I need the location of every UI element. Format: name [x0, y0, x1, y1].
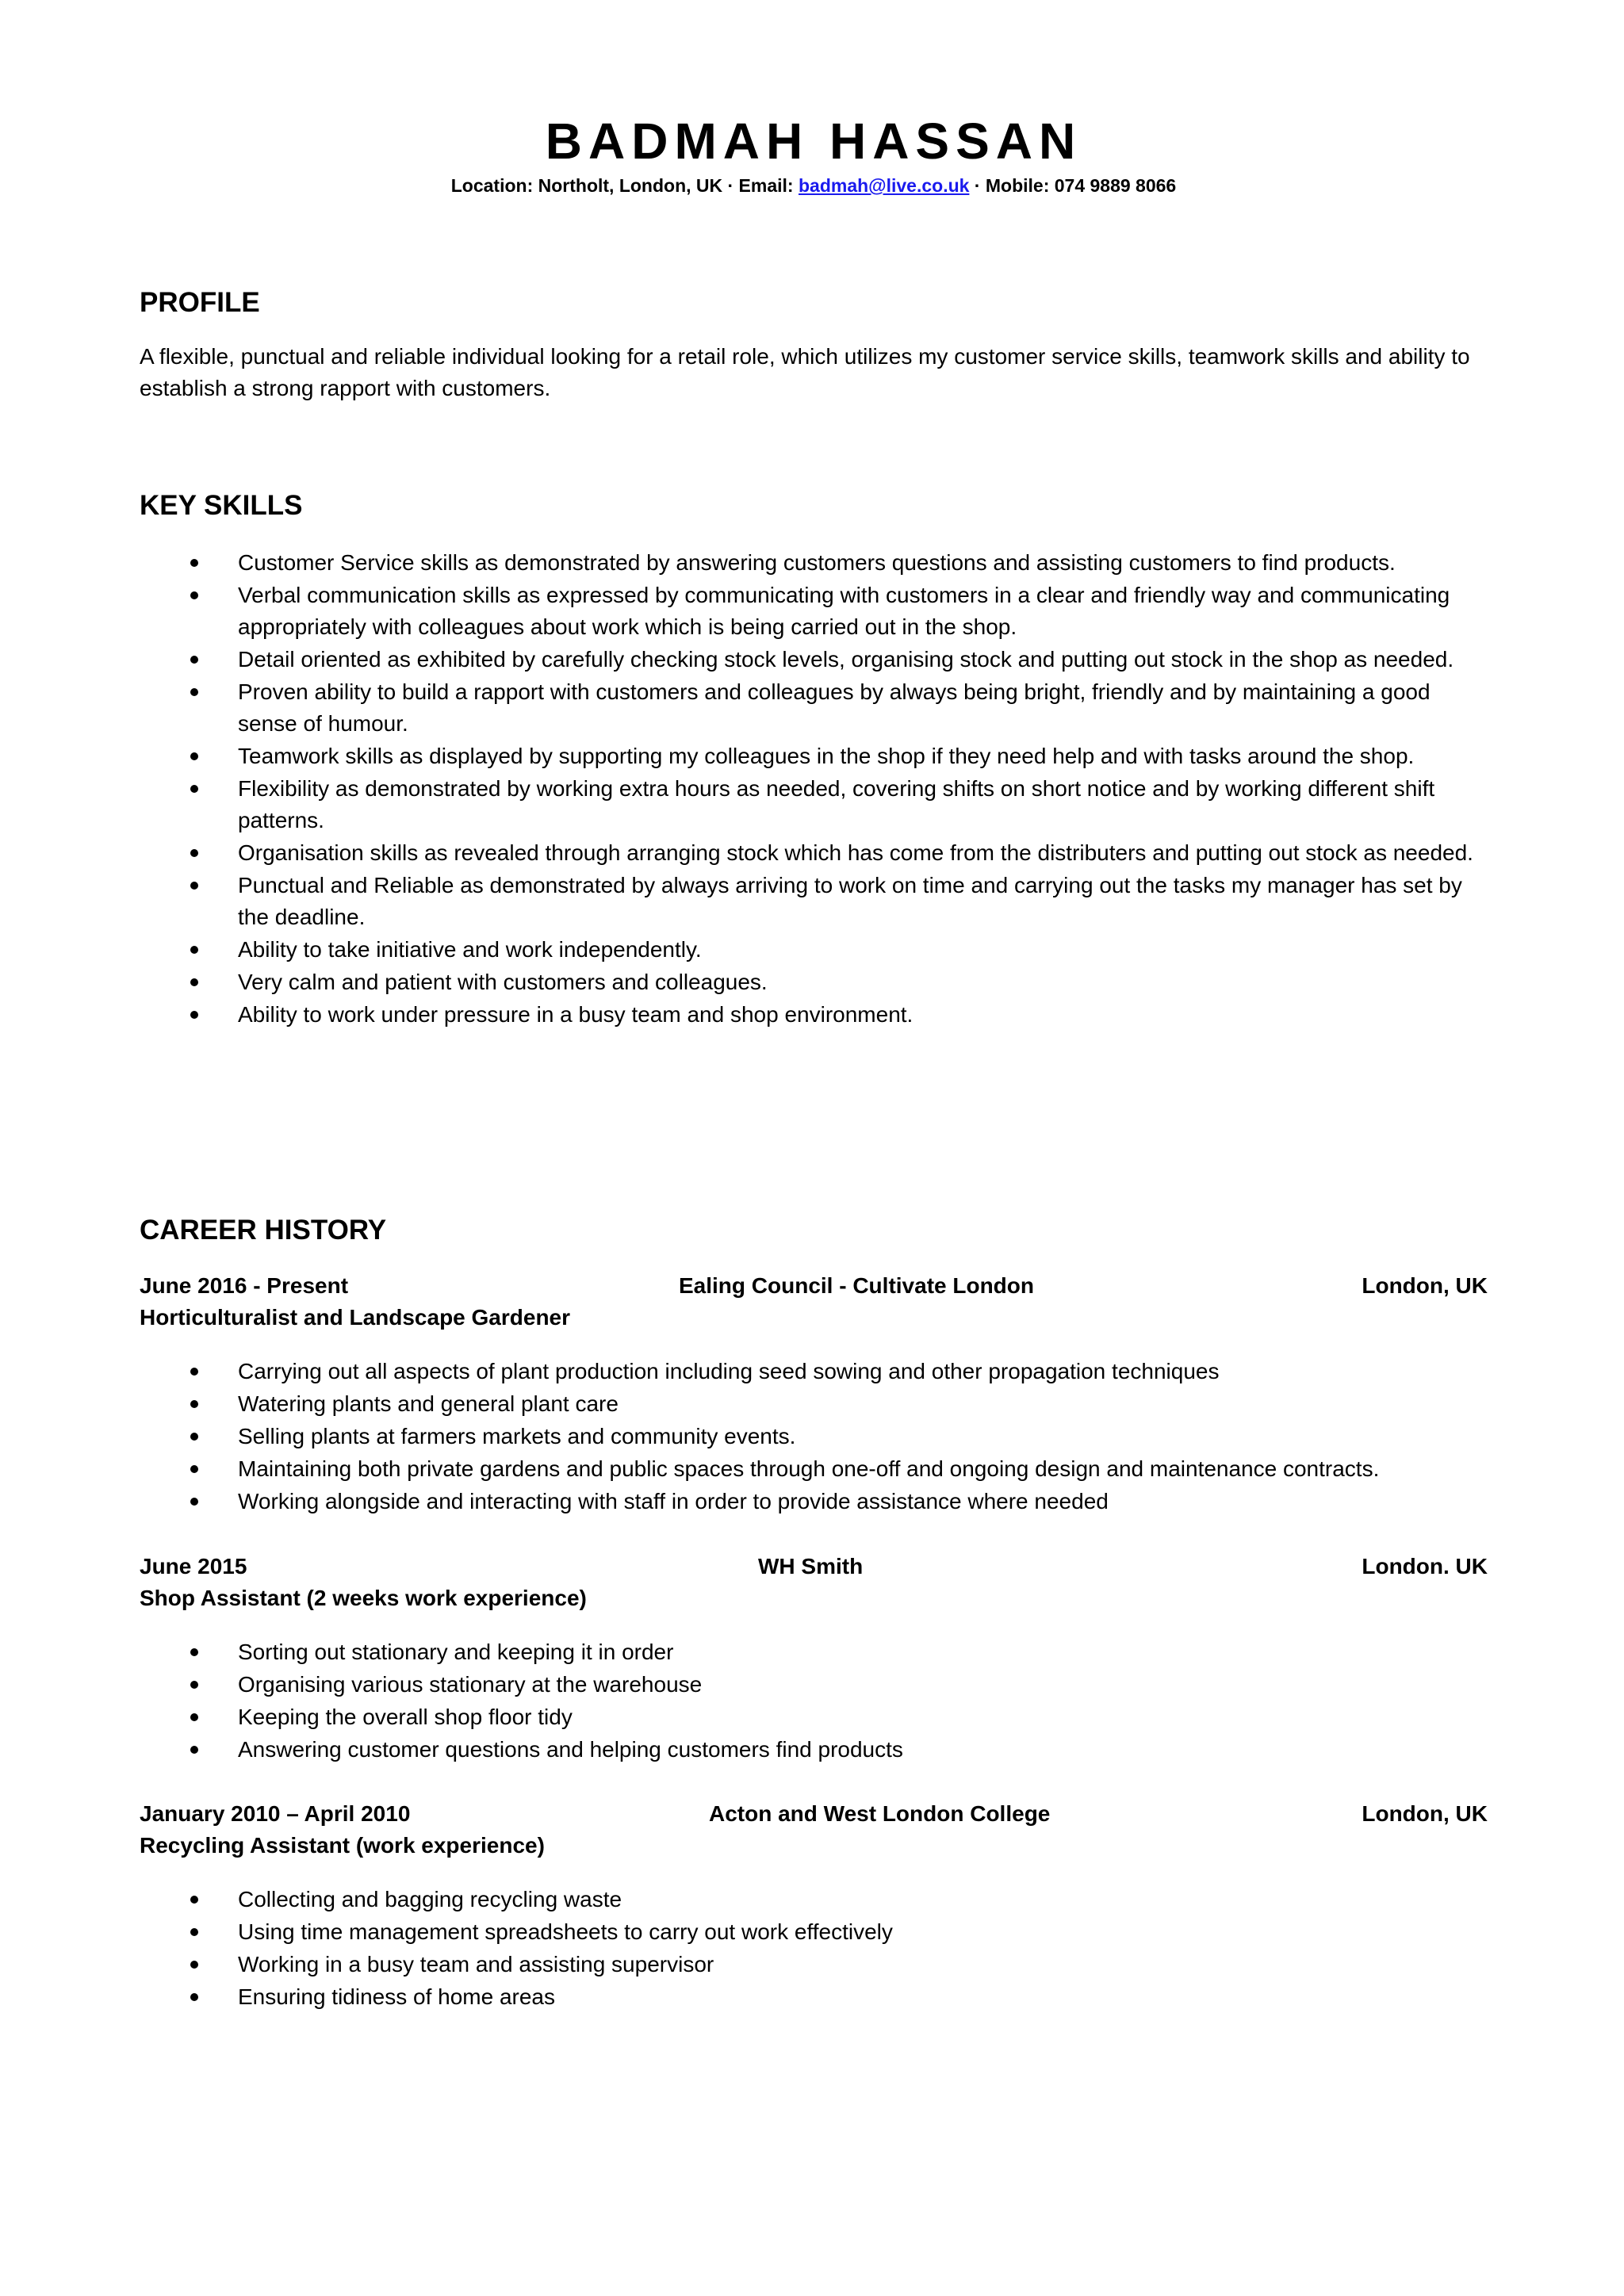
list-item [140, 934, 1488, 966]
bullet-icon [190, 1746, 198, 1754]
skill-text: Verbal communication skills as expressed by communicating with customers in a clear and friendly way and communicating appropriately with colleagues about work which is being carried out in the shop. [238, 583, 1450, 639]
bullet-icon [190, 1011, 198, 1019]
duty-text: Collecting and bagging recycling waste [238, 1887, 622, 1911]
list-item [140, 1636, 1488, 1668]
job-role: Recycling Assistant (work experience) [140, 1833, 545, 1858]
skill-text: Organisation skills as revealed through arranging stock which has come from the distributers and putting out stock as needed. [238, 840, 1473, 865]
contact-line [140, 173, 1488, 198]
skill-text: Ability to take initiative and work independently. [238, 937, 702, 962]
list-item [140, 1421, 1488, 1452]
skill-text: Flexibility as demonstrated by working extra hours as needed, covering shifts on short notice and by working different shift patterns. [238, 776, 1435, 832]
job-employer: Ealing Council - Cultivate London [679, 1273, 1034, 1298]
job-duties-list [140, 1884, 1488, 2014]
list-item [140, 999, 1488, 1031]
job-duties-list [140, 1636, 1488, 1766]
contact-suffix: · Mobile: 074 9889 8066 [969, 175, 1177, 196]
bullet-icon [190, 1928, 198, 1936]
profile-text: A flexible, punctual and reliable individual looking for a retail role, which utilizes my customer service skills, teamwork skills and ability to establish a strong rapport with customers. [140, 344, 1470, 400]
bullet-icon [190, 882, 198, 890]
bullet-icon [190, 1465, 198, 1473]
bullet-icon [190, 1681, 198, 1689]
list-item [140, 676, 1488, 740]
profile-heading: PROFILE [140, 287, 260, 318]
bullet-icon [190, 849, 198, 857]
list-item [140, 1734, 1488, 1766]
bullet-icon [190, 1498, 198, 1506]
list-item [140, 837, 1488, 869]
bullet-icon [190, 785, 198, 793]
contact-prefix: Location: Northolt, London, UK · Email: [450, 175, 799, 196]
list-item [140, 1669, 1488, 1701]
duty-text: Working alongside and interacting with staff in order to provide assistance where needed [238, 1489, 1109, 1513]
job-date: January 2010 – April 2010 [140, 1801, 411, 1826]
duty-text: Using time management spreadsheets to carry out work effectively [238, 1919, 893, 1944]
duty-text: Maintaining both private gardens and public spaces through one-off and ongoing design and maintenance contracts. [238, 1456, 1380, 1481]
bullet-icon [190, 946, 198, 954]
job-header [140, 1551, 1488, 1582]
duty-text: Keeping the overall shop floor tidy [238, 1705, 573, 1729]
key-skills-heading: KEY SKILLS [140, 490, 303, 521]
list-item [140, 547, 1488, 579]
job-location: London, UK [1362, 1273, 1488, 1298]
list-item [140, 773, 1488, 836]
key-skills-list [140, 547, 1488, 1031]
list-item [140, 644, 1488, 675]
career-history-heading: CAREER HISTORY [140, 1215, 387, 1246]
bullet-icon [190, 1993, 198, 2001]
skill-text: Ability to work under pressure in a busy team and shop environment. [238, 1002, 914, 1027]
duty-text: Sorting out stationary and keeping it in order [238, 1640, 674, 1664]
job-employer: Acton and West London College [709, 1801, 1051, 1826]
duty-text: Carrying out all aspects of plant production including seed sowing and other propagation techniques [238, 1359, 1220, 1383]
email-link[interactable]: badmah@live.co.uk [798, 175, 970, 196]
job-employer: WH Smith [758, 1554, 864, 1578]
bullet-icon [190, 1648, 198, 1656]
list-item [140, 1486, 1488, 1517]
duty-text: Ensuring tidiness of home areas [238, 1984, 555, 2009]
list-item [140, 966, 1488, 998]
list-item [140, 1884, 1488, 1915]
duty-text: Organising various stationary at the warehouse [238, 1672, 703, 1697]
job-header [140, 1798, 1488, 1830]
list-item [140, 1453, 1488, 1485]
bullet-icon [190, 591, 198, 599]
duty-text: Answering customer questions and helping customers find products [238, 1737, 903, 1762]
skill-text: Detail oriented as exhibited by carefully checking stock levels, organising stock and putting out stock in the shop as needed. [238, 647, 1454, 672]
bullet-icon [190, 1896, 198, 1904]
job-location: London. UK [1362, 1554, 1488, 1578]
bullet-icon [190, 1713, 198, 1721]
candidate-name: BADMAH HASSAN [545, 113, 1082, 170]
bullet-icon [190, 752, 198, 760]
job-role: Horticulturalist and Landscape Gardener [140, 1305, 571, 1330]
skill-text: Customer Service skills as demonstrated by answering customers questions and assisting customers to find products. [238, 550, 1396, 575]
list-item [140, 870, 1488, 933]
duty-text: Watering plants and general plant care [238, 1391, 619, 1416]
job-date: June 2015 [140, 1554, 247, 1578]
duty-text: Working in a busy team and assisting supervisor [238, 1952, 714, 1976]
job-role: Shop Assistant (2 weeks work experience) [140, 1586, 587, 1610]
bullet-icon [190, 1433, 198, 1441]
list-item [140, 1388, 1488, 1420]
job-location: London, UK [1362, 1801, 1488, 1826]
skill-text: Very calm and patient with customers and colleagues. [238, 970, 768, 994]
job-date: June 2016 - Present [140, 1273, 349, 1298]
bullet-icon [190, 1368, 198, 1376]
duty-text: Selling plants at farmers markets and community events. [238, 1424, 796, 1448]
list-item [140, 740, 1488, 772]
bullet-icon [190, 559, 198, 567]
list-item [140, 1701, 1488, 1733]
bullet-icon [190, 978, 198, 986]
skill-text: Punctual and Reliable as demonstrated by always arriving to work on time and carrying out the tasks my manager has set by the deadline. [238, 873, 1462, 929]
skill-text: Teamwork skills as displayed by supporting my colleagues in the shop if they need help and with tasks around the shop. [238, 744, 1415, 768]
list-item [140, 1949, 1488, 1980]
job-duties-list [140, 1356, 1488, 1518]
list-item [140, 580, 1488, 643]
bullet-icon [190, 1400, 198, 1408]
list-item [140, 1916, 1488, 1948]
skill-text: Proven ability to build a rapport with customers and colleagues by always being bright, friendly and by maintaining a good sense of humour. [238, 679, 1431, 736]
job-header [140, 1270, 1488, 1302]
list-item [140, 1981, 1488, 2013]
bullet-icon [190, 656, 198, 664]
bullet-icon [190, 688, 198, 696]
bullet-icon [190, 1961, 198, 1969]
list-item [140, 1356, 1488, 1387]
